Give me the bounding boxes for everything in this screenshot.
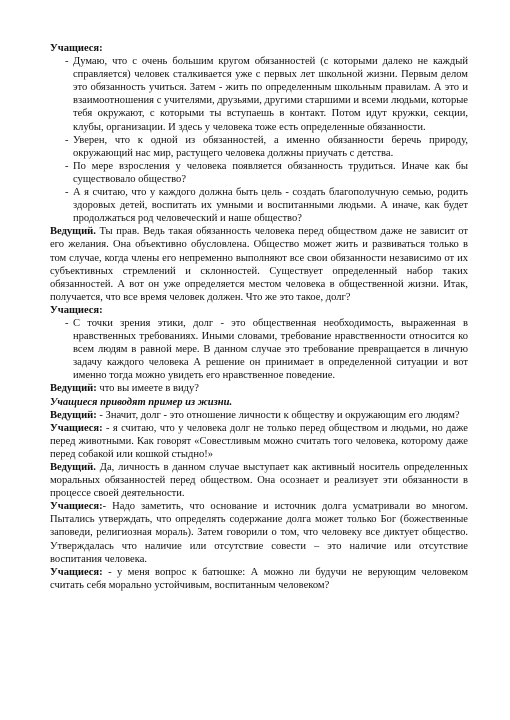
list-item — [65, 134, 468, 160]
paragraph-text: - Надо заметить, что основание и источник долга усматривали во многом. Пытались утверждать, что определять содержание долга может только Бог (божественные заповеди, религиозная мораль). Затем говорили о том, что человеку все диктует общество. Утверждалась что наличие или отсутствие совести – это наличие или отсутствие воспитания человека. — [50, 501, 468, 565]
dash-list — [50, 317, 468, 382]
speaker-label: Учащиеся: — [50, 566, 103, 578]
speaker-label: Учащиеся: — [50, 304, 103, 316]
speaker-label: Учащиеся: — [50, 43, 103, 54]
list-item — [65, 160, 468, 186]
dash-bullet: - — [65, 56, 69, 68]
stage-direction: Учащиеся приводят пример из жизни. — [50, 396, 233, 408]
block-host-6 — [50, 409, 468, 422]
list-item — [65, 186, 468, 225]
block-students-1 — [50, 42, 468, 225]
paragraph-text: что вы имеете в виду? — [96, 383, 199, 395]
list-item-text: А я считаю, что у каждого должна быть цель - создать благополучную семью, родить здоровых детей, воспитать их умными и воспитанными людьми. А иначе, как будет продолжаться род человеческий и наше общество? — [73, 187, 468, 225]
speaker-label: Ведущий. — [50, 462, 96, 473]
list-item — [65, 317, 468, 382]
dash-bullet: - — [65, 160, 69, 172]
speaker-label: Ведущий. — [50, 226, 96, 238]
speaker-label: Учащиеся: — [50, 422, 103, 434]
list-item-text: С точки зрения этики, долг - это общественная необходимость, выраженная в нравственных требованиях. Иными словами, требование нравственности относится ко всем людям в равной мере. В данном случае это требование превращается в личную задачу каждого человека А решение он принимает в определенной ситуации и вот именно тогда можно увидеть его нравственное поведение. — [73, 317, 468, 382]
speaker-label: Ведущий: — [50, 383, 97, 395]
dash-list — [50, 55, 468, 225]
block-host-4 — [50, 382, 468, 395]
list-item-text: По мере взросления у человека появляется обязанность трудиться. Иначе как бы существовало общество? — [73, 160, 468, 185]
dash-bullet: - — [65, 134, 69, 146]
block-host-8 — [50, 461, 468, 500]
block-students-3 — [50, 304, 468, 383]
block-students-9 — [50, 500, 468, 565]
block-students-7 — [50, 422, 468, 461]
block-host-2 — [50, 225, 468, 304]
list-item-text: Уверен, что к одной из обязанностей, а именно обязанности беречь природу, окружающий нас мир, растущего человека должны приучать с детства. — [73, 134, 468, 159]
dash-bullet: - — [65, 187, 69, 199]
paragraph-text: Да, личность в данном случае выступает как активный носитель определенных моральных обязанностей перед обществом. Она осознает и реализует эти обязанности в процессе своей деятельности. — [50, 462, 468, 500]
block-students-10 — [50, 566, 468, 592]
paragraph-text: - у меня вопрос к батюшке: А можно ли будучи не верующим человеком считать себя морально устойчивым, воспитанным человеком? — [50, 566, 468, 591]
list-item — [65, 55, 468, 134]
dash-bullet: - — [65, 317, 69, 329]
paragraph-text: - Значит, долг - это отношение личности к обществу и окружающим его людям? — [96, 409, 460, 421]
paragraph-text: Ты прав. Ведь такая обязанность человека перед обществом даже не зависит от его желания. Она объективно обусловлена. Общество может жить и развиваться только в том случае, когда члены его непременно выполняют все свои обязанности независимо от их субъективных стремлений и склонностей. Существует определенный набор таких обязанностей. А вот он уже определяется местом человека в общественной жизни. Итак, получается, что все время человек должен. Что же это такое, долг? — [50, 226, 468, 303]
speaker-label: Ведущий: — [50, 409, 97, 421]
paragraph-text: - я считаю, что у человека долг не только перед обществом и людьми, но даже перед животными. Как говорят «Совестливым можно считать того человека, которому даже перед собакой или кошкой стыдно!» — [50, 422, 468, 460]
speaker-label: Учащиеся: — [50, 501, 103, 513]
list-item-text: Думаю, что с очень большим кругом обязанностей (с которыми далеко не каждый справляется) человек сталкивается уже с первых лет школьной жизни. Первым делом это обязанность учиться. Затем - жить по определенным школьным правилам. А это и взаимоотношения с учителями, друзьями, другими старшими и всеми людьми, которые тебя окружают, с которыми ты вступаешь в контакт. Потом идут кружки, секции, клубы, организации. И здесь у человека тоже есть определенные обязанности. — [73, 56, 468, 133]
